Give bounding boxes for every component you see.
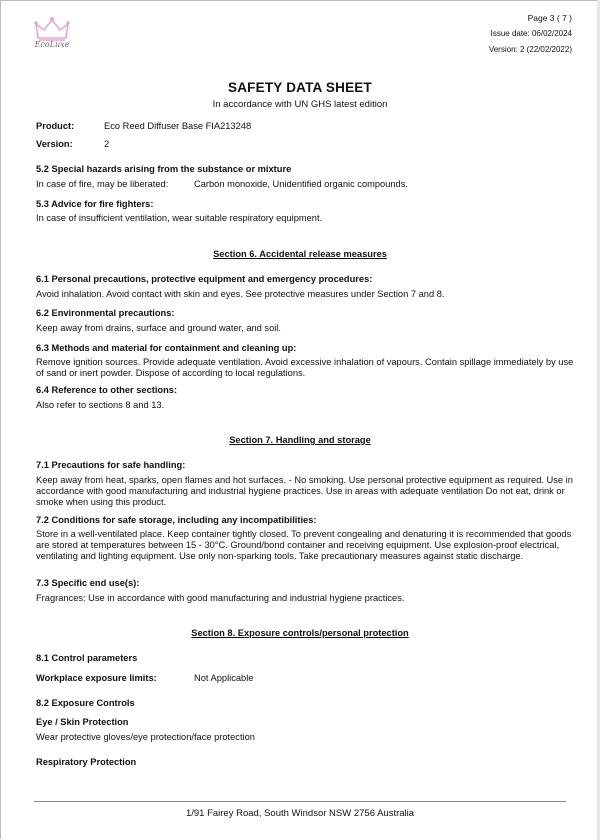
text-6-2: Keep away from drains, surface and ground water, and soil. <box>36 323 281 333</box>
text-5-3: In case of insufficient ventilation, wear suitable respiratory equipment. <box>36 213 323 223</box>
page-subtitle: In accordance with UN GHS latest edition <box>212 99 388 110</box>
version-label: Version: <box>36 139 73 149</box>
product-value: Eco Reed Diffuser Base FIA213248 <box>104 121 252 131</box>
crown-icon <box>30 16 74 42</box>
workplace-exposure-label: Workplace exposure limits: <box>36 673 157 683</box>
eye-skin-heading: Eye / Skin Protection <box>36 717 129 727</box>
text-5-2-label: In case of fire, may be liberated: <box>36 179 169 189</box>
heading-6-2: 6.2 Environmental precautions: <box>36 308 175 318</box>
text-6-3: Remove ignition sources. Provide adequate ventilation. Avoid excessive inhalation of vapours. Contain spillage immediately by use of sand or inert powder. Dispose of according to local regulations. <box>36 357 574 379</box>
section-6-heading: Section 6. Accidental release measures <box>213 249 387 259</box>
footer-divider <box>34 801 566 802</box>
section-8-heading: Section 8. Exposure controls/personal protection <box>191 628 409 638</box>
text-5-2-value: Carbon monoxide, Unidentified organic compounds. <box>194 179 408 189</box>
heading-6-4: 6.4 Reference to other sections: <box>36 385 178 395</box>
version-info: Version: 2 (22/02/2022) <box>488 45 572 54</box>
text-7-3: Fragrances: Use in accordance with good manufacturing and industrial hygiene practices. <box>36 593 405 603</box>
heading-7-2: 7.2 Conditions for safe storage, including any incompatibilities: <box>36 515 317 525</box>
heading-8-1: 8.1 Control parameters <box>36 653 138 663</box>
document-meta <box>489 10 572 58</box>
footer-address: 1/91 Fairey Road, South Windsor NSW 2756 Australia <box>185 808 415 819</box>
text-7-1: Keep away from heat, sparks, open flames and hot surfaces. - No smoking. Use personal protective equipment as required. Use in accordance with good manufacturing and industrial hygiene practices. Use in areas with adequate ventilation Do not eat, drink or smoke when using this product. <box>36 475 573 508</box>
heading-6-1: 6.1 Personal precautions, protective equipment and emergency procedures: <box>36 274 373 284</box>
page-number: Page 3 ( 7 ) <box>527 13 572 23</box>
text-7-2: Store in a well-ventilated place. Keep container tightly closed. To prevent congealing and denaturing it is recommended that goods are stored at temperatures between 15 - 30°C. Ground/bond container and receiving equipment. Use explosion-proof electrical, ventilating and lighting equipment. Use only non-sparking tools. Take precautionary measures against static discharge. <box>36 529 572 562</box>
version-value: 2 <box>104 139 110 149</box>
heading-7-3: 7.3 Specific end use(s): <box>36 578 140 588</box>
eye-skin-text: Wear protective gloves/eye protection/face protection <box>36 732 255 742</box>
company-logo <box>30 16 74 56</box>
text-6-1: Avoid inhalation. Avoid contact with skin and eyes. See protective measures under Section 7 and 8. <box>36 289 445 299</box>
section-7-heading: Section 7. Handling and storage <box>229 435 371 445</box>
heading-7-1: 7.1 Precautions for safe handling: <box>36 460 186 470</box>
heading-5-2: 5.2 Special hazards arising from the substance or mixture <box>36 164 292 174</box>
heading-6-3: 6.3 Methods and material for containment and cleaning up: <box>36 343 297 353</box>
product-label: Product: <box>36 121 75 131</box>
page-title: SAFETY DATA SHEET <box>228 80 372 95</box>
respiratory-heading: Respiratory Protection <box>36 757 137 767</box>
logo-text: EcoLuxe <box>34 40 70 49</box>
workplace-exposure-value: Not Applicable <box>194 673 254 683</box>
heading-8-2: 8.2 Exposure Controls <box>36 698 135 708</box>
issue-date: Issue date: 06/02/2024 <box>490 29 572 38</box>
heading-5-3: 5.3 Advice for fire fighters: <box>36 199 154 209</box>
text-6-4: Also refer to sections 8 and 13. <box>36 400 165 410</box>
